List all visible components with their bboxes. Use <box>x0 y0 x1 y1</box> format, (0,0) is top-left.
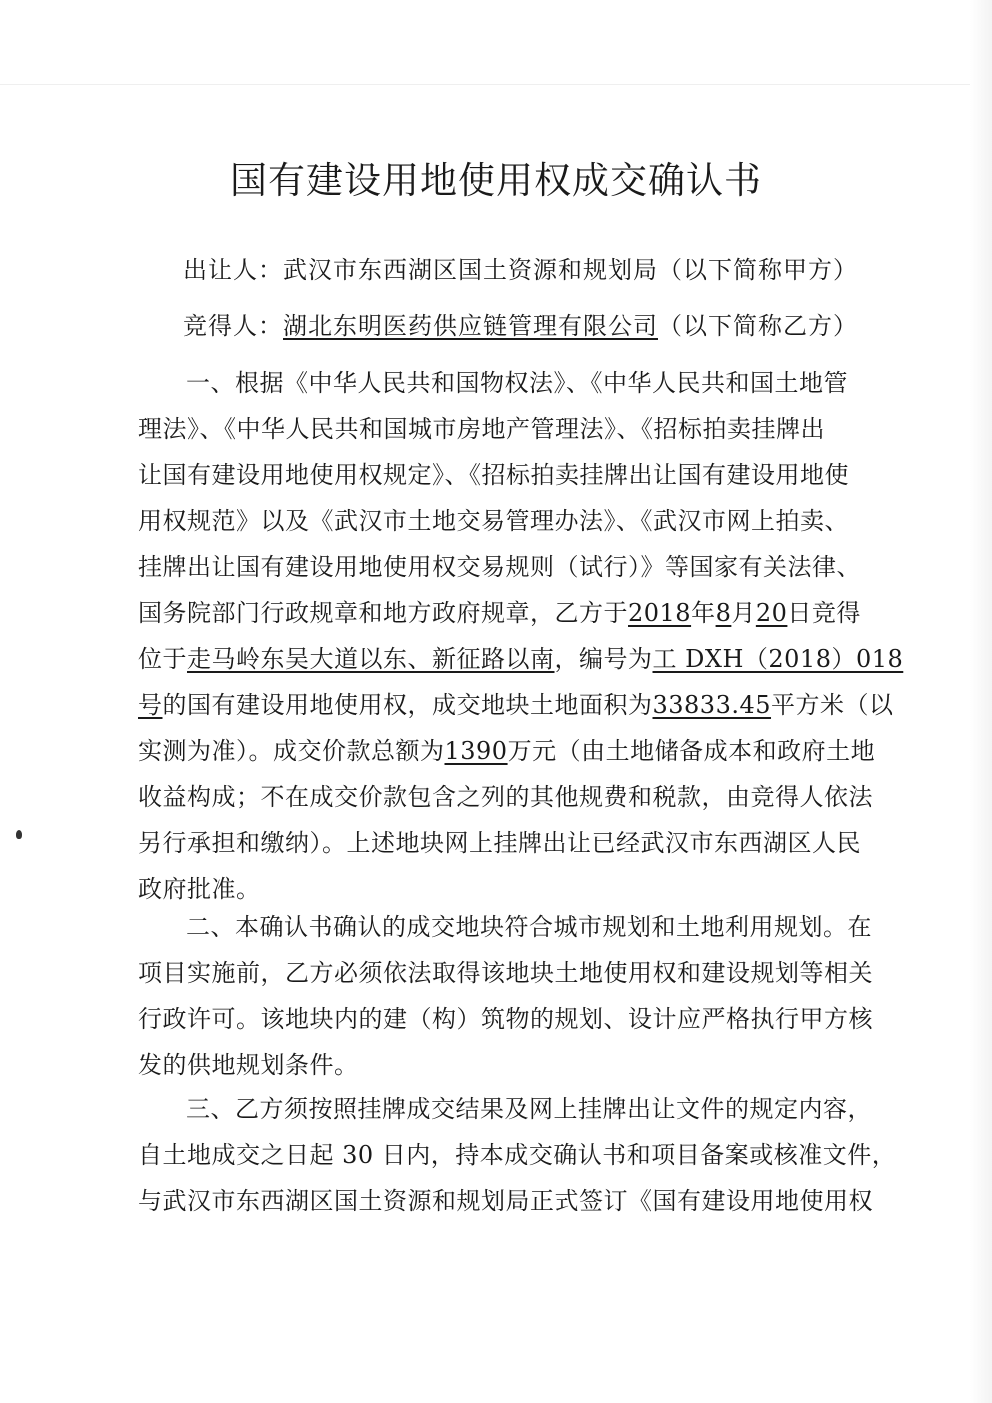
text-span: 实测为准）。成交价款总额为1390万元（由土地储备成本和政府土地 <box>138 737 876 765</box>
section-1 <box>138 360 904 912</box>
text-span: 国务院部门行政规章和地方政府规章，乙方于2018年8月20日竞得 <box>138 599 861 627</box>
scan-edge-top <box>0 84 992 85</box>
text-line <box>138 1042 888 1088</box>
text-span: 三、乙方须按照挂牌成交结果及网上挂牌出让文件的规定内容， <box>186 1095 872 1123</box>
text-line <box>138 406 888 452</box>
text-span: 发的供地规划条件。 <box>138 1051 359 1079</box>
text-span: 位于走马岭东吴大道以东、新征路以南，编号为工 DXH（2018）018 <box>138 645 904 673</box>
text-line <box>138 360 888 406</box>
text-line <box>138 682 894 728</box>
scan-speck <box>16 830 22 839</box>
text-span: 自土地成交之日起 30 日内，持本成交确认书和项目备案或核准文件， <box>138 1141 897 1169</box>
text-span: 让国有建设用地使用权规定》、《招标拍卖挂牌出让国有建设用地使 <box>138 461 849 489</box>
section-2 <box>138 904 888 1088</box>
text-line <box>138 950 888 996</box>
transferor-line <box>183 250 858 285</box>
text-line <box>138 498 888 544</box>
transferor-suffix: （以下简称甲方） <box>658 256 858 284</box>
text-span: 另行承担和缴纳）。上述地块网上挂牌出让已经武汉市东西湖区人民 <box>138 829 861 857</box>
bidder-line <box>183 306 858 341</box>
text-span: 项目实施前，乙方必须依法取得该地块土地使用权和建设规划等相关 <box>138 959 873 987</box>
text-line <box>138 996 888 1042</box>
total-price: 1390 <box>444 737 508 765</box>
text-span: 用权规范》以及《武汉市土地交易管理办法》、《武汉市网上拍卖、 <box>138 507 849 535</box>
parcel-location: 走马岭东吴大道以东、新征路以南 <box>187 645 555 673</box>
award-year: 2018 <box>628 599 692 627</box>
text-span: 收益构成；不在成交价款包含之列的其他规费和税款，由竞得人依法 <box>138 783 873 811</box>
text-line <box>138 590 888 636</box>
text-line <box>138 1178 888 1224</box>
transferor-label: 出让人： <box>183 256 283 284</box>
bidder-suffix: （以下简称乙方） <box>658 312 858 340</box>
award-day: 20 <box>755 599 788 627</box>
document-title: 国有建设用地使用权成交确认书 <box>230 159 762 202</box>
bidder-name: 湖北东明医药供应链管理有限公司 <box>283 312 658 340</box>
text-span: 二、本确认书确认的成交地块符合城市规划和土地利用规划。在 <box>186 913 872 941</box>
text-span: 与武汉市东西湖区国土资源和规划局正式签订《国有建设用地使用权 <box>138 1187 873 1215</box>
text-span: 一、根据《中华人民共和国物权法》、《中华人民共和国土地管 <box>186 369 848 397</box>
text-span: 理法》、《中华人民共和国城市房地产管理法》、《招标拍卖挂牌出 <box>138 415 825 443</box>
text-line <box>138 904 888 950</box>
scan-edge-right <box>970 0 992 1403</box>
text-line <box>138 452 888 498</box>
text-span: 政府批准。 <box>138 875 261 903</box>
text-line <box>138 728 888 774</box>
text-span: 挂牌出让国有建设用地使用权交易规则（试行）》等国家有关法律、 <box>138 553 861 581</box>
bidder-label: 竞得人： <box>183 312 283 340</box>
text-line <box>138 774 888 820</box>
text-line <box>138 820 888 866</box>
transferor-name: 武汉市东西湖区国土资源和规划局 <box>283 256 658 284</box>
parcel-number: 工 DXH（2018）018 <box>652 645 904 673</box>
text-line <box>138 1132 897 1178</box>
award-month: 8 <box>715 599 732 627</box>
text-line <box>138 544 888 590</box>
section-3 <box>138 1086 897 1224</box>
text-span: 号的国有建设用地使用权，成交地块土地面积为33833.45平方米（以 <box>138 691 894 719</box>
text-line <box>138 636 904 682</box>
text-line <box>138 1086 888 1132</box>
parcel-area: 33833.45 <box>652 691 772 719</box>
parcel-number-suffix: 号 <box>138 691 163 719</box>
text-span: 行政许可。该地块内的建（构）筑物的规划、设计应严格执行甲方核 <box>138 1005 873 1033</box>
